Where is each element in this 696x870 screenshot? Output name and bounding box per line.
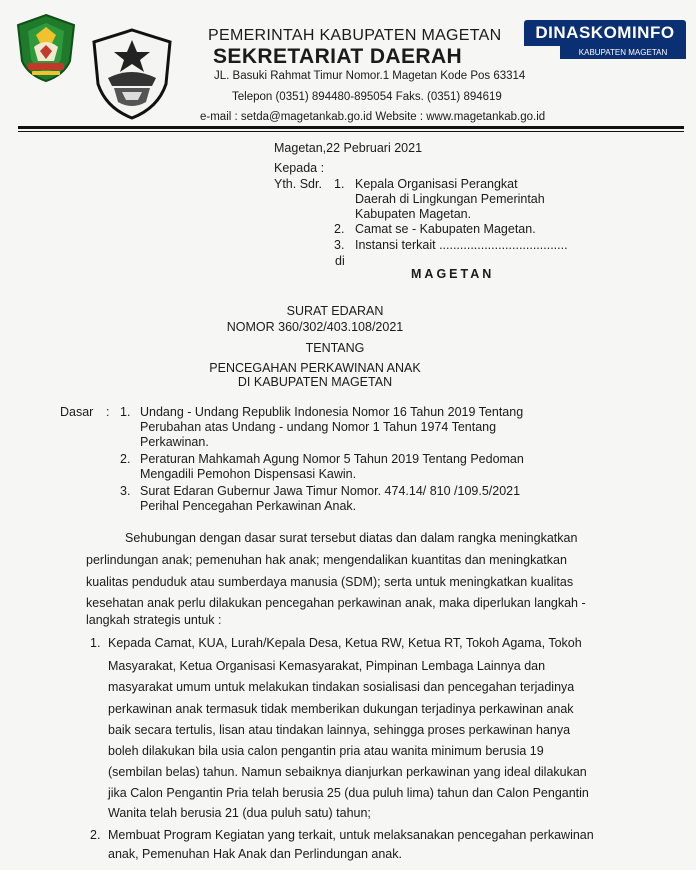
letterhead-divider xyxy=(18,126,684,129)
step-1-line-6: boleh dilakukan bila usia calon pengantin pria atau wanita minimum berusia 19 xyxy=(108,744,544,758)
dasar-item-1-line-2: Perubahan atas Undang - undang Nomor 1 Tahun 1974 Tentang xyxy=(140,420,497,434)
dasar-colon: : xyxy=(106,405,110,419)
letterhead-government-name: PEMERINTAH KABUPATEN MAGETAN xyxy=(208,27,502,44)
recipient-item-2-line-1: Camat se - Kabupaten Magetan. xyxy=(355,222,536,236)
dinas-kominfo-badge xyxy=(524,20,686,60)
dasar-item-1-num: 1. xyxy=(120,405,131,419)
dasar-item-2-line-1: Peraturan Mahkamah Agung Nomor 5 Tahun 2019 Tentang Pedoman xyxy=(140,452,524,466)
recipient-item-1-line-2: Daerah di Lingkungan Pemerintah xyxy=(355,192,545,206)
step-2-line-2: anak, Pemenuhan Hak Anak dan Perlindungan anak. xyxy=(108,847,402,861)
step-2-num: 2. xyxy=(90,828,101,842)
intro-line-3: kualitas penduduk atau sumberdaya manusia (SDM); serta untuk meningkatkan kualitas xyxy=(86,575,574,589)
step-1-line-5: baik secara tertulis, lisan atau tindakan lainnya, sehingga proses perkawinan hanya xyxy=(108,723,571,737)
recipient-item-1-line-3: Kabupaten Magetan. xyxy=(355,207,472,221)
dasar-item-3-num: 3. xyxy=(120,484,131,498)
intro-line-5: langkah strategis untuk : xyxy=(86,613,222,627)
dasar-item-1-line-1: Undang - Undang Republik Indonesia Nomor 16 Tahun 2019 Tentang xyxy=(140,405,524,419)
step-1-line-4: perkawinan anak termasuk tidak memberikan dukungan terjadinya perkawinan anak xyxy=(108,702,574,716)
recipient-item-3-num: 3. xyxy=(334,238,345,252)
intro-line-2: perlindungan anak; pemenuhan hak anak; mengendalikan kuantitas dan meningkatkan xyxy=(86,553,567,567)
letterhead-office-name: SEKRETARIAT DAERAH xyxy=(213,45,463,68)
dasar-item-2-num: 2. xyxy=(120,452,131,466)
dasar-item-1-line-3: Perkawinan. xyxy=(140,435,209,449)
letterhead-divider-thin xyxy=(18,131,684,132)
recipient-item-1-num: 1. xyxy=(334,177,345,191)
magetan-emblem-logo xyxy=(14,13,78,83)
recipient-item-3-line-1: Instansi terkait ..................................... xyxy=(355,238,568,252)
dasar-item-3-line-1: Surat Edaran Gubernur Jawa Timur Nomor. 474.14/ 810 /109.5/2021 xyxy=(140,484,521,498)
letter-number: NOMOR 360/302/403.108/2021 xyxy=(226,320,404,334)
recipient-di: di xyxy=(335,254,345,268)
dasar-item-2-line-2: Mengadili Pemohon Dispensasi Kawin. xyxy=(140,467,357,481)
recipient-yth: Yth. Sdr. xyxy=(274,177,322,191)
recipient-item-2-num: 2. xyxy=(334,222,345,236)
step-1-line-2: Masyarakat, Ketua Organisasi Kemasyarakat, Pimpinan Lembaga Lainnya dan xyxy=(108,659,546,673)
letter-tentang: TENTANG xyxy=(305,341,365,355)
dasar-item-3-line-2: Perihal Pencegahan Perkawinan Anak. xyxy=(140,499,357,513)
letterhead-address: JL. Basuki Rahmat Timur Nomor.1 Magetan Kode Pos 63314 xyxy=(214,70,526,82)
intro-line-4: kesehatan anak perlu dilakukan pencegahan perkawinan anak, maka diperlukan langkah - xyxy=(86,596,586,610)
step-1-line-7: (sembilan belas) tahun. Namun sebaiknya dianjurkan perkawinan yang ideal dilakukan xyxy=(108,765,587,779)
letter-subject-line-1: PENCEGAHAN PERKAWINAN ANAK xyxy=(209,361,421,375)
recipient-city: MAGETAN xyxy=(411,267,495,281)
step-1-num: 1. xyxy=(90,636,101,650)
step-1-line-1: Kepada Camat, KUA, Lurah/Kepala Desa, Ketua RW, Ketua RT, Tokoh Agama, Tokoh xyxy=(108,636,582,650)
province-emblem-logo xyxy=(84,26,180,122)
step-1-line-9: Wanita telah berusia 21 (dua puluh satu) tahun; xyxy=(108,806,371,820)
letter-date: Magetan,22 Pebruari 2021 xyxy=(274,141,423,155)
step-2-line-1: Membuat Program Kegiatan yang terkait, untuk melaksanakan pencegahan perkawinan xyxy=(108,828,594,842)
badge-title: DINASKOMINFO xyxy=(524,20,686,46)
step-1-line-8: jika Calon Pengantin Pria telah berusia 25 (dua puluh lima) tahun dan Calon Pengantin xyxy=(108,786,589,800)
recipient-kepada: Kepada : xyxy=(274,161,325,175)
step-1-line-3: masyarakat umum untuk melakukan tindakan sosialisasi dan pencegahan terjadinya xyxy=(108,680,575,694)
letterhead-phone: Telepon (0351) 894480-895054 Faks. (0351) 894619 xyxy=(232,91,502,103)
dasar-label: Dasar xyxy=(60,405,94,419)
intro-line-1: Sehubungan dengan dasar surat tersebut diatas dan dalam rangka meningkatkan xyxy=(125,531,578,545)
badge-subtitle: KABUPATEN MAGETAN xyxy=(560,46,686,59)
recipient-item-1-line-1: Kepala Organisasi Perangkat xyxy=(355,177,518,191)
letterhead-contact: e-mail : setda@magetankab.go.id Website : www.magetankab.go.id xyxy=(200,111,546,123)
letter-subject-line-2: DI KABUPATEN MAGETAN xyxy=(237,375,393,389)
letter-type: SURAT EDARAN xyxy=(286,304,384,318)
